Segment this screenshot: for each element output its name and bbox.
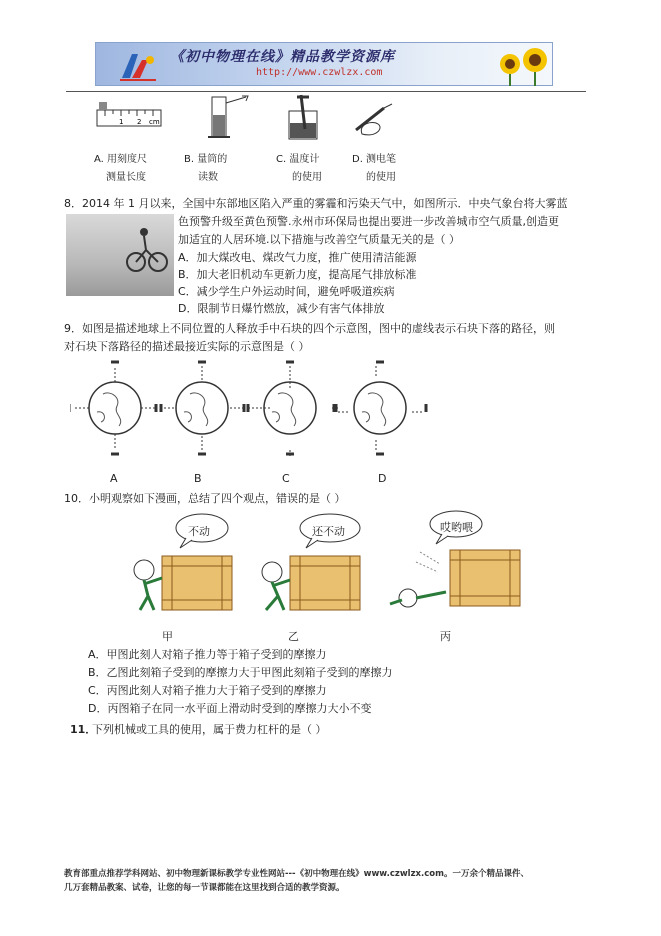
banner-url: http://www.czwlzx.com [256,67,383,78]
q8-option-b: B．加大老旧机动车更新力度，提高尾气排放标准 [178,268,417,281]
smog-photo [66,214,174,296]
q7-option-a-line2: 测量长度 [106,172,146,183]
svg-text:2: 2 [137,118,142,126]
banner-title: 《初中物理在线》精品教学资源库 [170,49,395,65]
q8-stem-line2: 色预警升级至黄色预警.永州市环保局也提出要进一步改善城市空气质量,创造更 [178,215,559,228]
footer-line1: 教育部重点推荐学科网站、初中物理新课标教学专业性网站---《初中物理在线》www.czwlzx.com。一万余个精品课件、 [64,869,529,879]
q11-stem: 下列机械或工具的使用，属于费力杠杆的是（ ） [92,723,327,736]
q7-option-c-line2: 的使用 [292,172,322,183]
earth-diagram-c [244,362,338,456]
q7-option-d-line2: 的使用 [366,172,396,183]
q10-panel-label-bing: 丙 [440,630,451,643]
q10-option-c: C．丙图此刻人对箱子推力大于箱子受到的摩擦力 [88,684,327,697]
earth-diagram-a [70,362,161,454]
q10-bubble-2: 还不动 [312,525,345,538]
earth-diagram-d [334,362,426,454]
site-logo [118,50,160,82]
q8-option-c: C．减少学生户外运动时间，避免呼吸道疾病 [178,285,395,298]
svg-text:1: 1 [119,118,124,126]
q9-label-d: D [378,472,387,485]
q9-stem-line2: 对石块下落路径的描述最接近实际的示意图是（ ） [64,340,310,353]
q7-option-c-line1: C. 温度计 [276,154,320,165]
q8-stem-line1: 8．2014 年 1 月以来，全国中东部地区陷入严重的雾霾和污染天气中，如图所示．中央气象台将大雾蓝 [64,197,568,210]
thermometer-beaker-illustration [283,93,323,143]
q9-earth-diagrams [70,358,430,458]
graduated-cylinder-illustration [200,93,255,143]
q10-bubble-3: 哎哟喂 [440,521,473,534]
q9-label-b: B [194,472,202,485]
q10-bubble-1: 不动 [188,525,210,538]
q10-option-a: A．甲图此刻人对箱子推力等于箱子受到的摩擦力 [88,648,327,661]
q10-stem-line1: 10．小明观察如下漫画，总结了四个观点，错误的是（ ） [64,492,346,505]
q11-number: 11． [70,723,97,736]
sunflower-image [490,44,552,86]
q7-option-b-line1: B. 量筒的 [184,154,228,165]
q9-label-a: A [110,472,118,485]
ruler-illustration [95,98,165,136]
q8-option-d: D．限制节日爆竹燃放，减少有害气体排放 [178,302,385,315]
svg-text:cm: cm [149,118,160,126]
q9-stem-line1: 9．如图是描述地球上不同位置的人释放手中石块的四个示意图，图中的虚线表示石块下落的路径，则 [64,322,555,335]
q7-option-a-line1: A. 用刻度尺 [94,154,148,165]
earth-diagram-b [156,362,248,454]
footer-line2: 几万套精品教案、试卷，让您的每一节课都能在这里找到合适的教学资源。 [64,883,345,893]
q10-option-d: D．丙图箱子在同一水平面上滑动时受到的摩擦力大小不变 [88,702,372,715]
q7-option-d-line1: D. 测电笔 [352,154,397,165]
test-pen-illustration [350,100,400,140]
q10-panel-label-jia: 甲 [162,630,173,643]
q10-panel-label-yi: 乙 [288,630,299,643]
header-rule [66,91,586,92]
q10-option-b: B．乙图此刻箱子受到的摩擦力大于甲图此刻箱子受到的摩擦力 [88,666,393,679]
q9-label-c: C [282,472,290,485]
q7-option-b-line2: 读数 [198,172,218,183]
q8-option-a: A．加大煤改电、煤改气力度，推广使用清洁能源 [178,251,417,264]
q8-stem-line3: 加适宜的人居环境.以下措施与改善空气质量无关的是（ ） [178,233,460,246]
